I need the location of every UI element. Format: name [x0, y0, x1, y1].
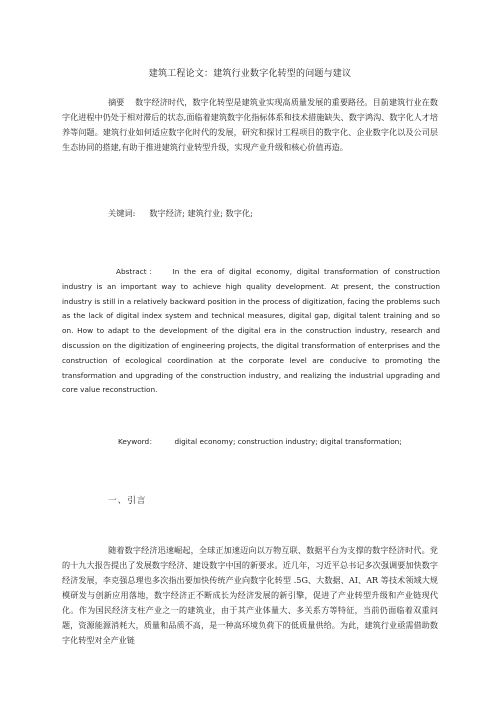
keywords-en-label: Keyword： — [118, 437, 157, 446]
abstract-zh-text: 数字经济时代，数字化转型是建筑业实现高质量发展的重要路径。目前建筑行业在数字化进程中仍处于相对滞后的状态,面临着建筑数字化指标体系和技术措施缺失、数字鸿沟、数字化人才培养等问题。建筑行业如何适应数字化时代的发展，研究和探讨工程项目的数字化、企业数字化以及公司层生态协同的搭建,有助于推进建筑行业转型升级，实现产业升级和核心价值再造。 — [62, 97, 438, 152]
abstract-zh-label: 摘要 — [108, 97, 125, 107]
intro-paragraph-text: 随着数字经济迅速崛起，全球正加速迈向以万物互联、数据平台为支撑的数字经济时代。党的十九大报告提出了发展数字经济、建设数字中国的新要求。近几年，习近平总书记多次强调要加快数字经济发展，李克强总理也多次指出要加快传统产业向数字化转型 .5G、大数据、AI、AR 等技术领域大规模研发与创新应用落地，数字经济正不断成长为经济发展的新引擎，促进了产业转型升级和产业链现代化。作为国民经济支柱产业之一的建筑业，由于其产业体量大、多关系方等特征，当前仍面临着双重问题，资源能源消耗大，质量和品质不高，是一种高环境负荷下的低质量供给。为此，建筑行业亟需借助数字化转型对全产业链 — [62, 545, 438, 645]
intro-paragraph — [62, 543, 438, 648]
keywords-zh — [108, 208, 253, 219]
abstract-zh — [62, 95, 438, 155]
keywords-en — [118, 437, 402, 447]
keywords-zh-label: 关键词: — [108, 208, 136, 218]
section-heading-intro: 一、引言 — [108, 496, 147, 506]
keywords-en-text: digital economy; construction industry; digital transformation; — [174, 437, 402, 446]
keywords-zh-text: 数字经济; 建筑行业; 数字化; — [149, 208, 253, 218]
abstract-en — [62, 265, 440, 398]
abstract-en-label: Abstract： — [116, 267, 159, 276]
document-title: 建筑工程论文：建筑行业数字化转型的问题与建议 — [148, 69, 352, 79]
abstract-en-text: In the era of digital economy, digital transformation of construction industry is an important way to achieve high quality development. At present, the construction industry is still in a relatively backward position in the process of digitization, facing the problems such as the lack of digital index system and technical measures, digital gap, digital talent training and so on. How to adapt to the development of the digital era in the construction industry, research and discussion on the digitization of engineering projects, the digital transformation of enterprises and the construction of ecological coordination at the corporate level are conducive to promoting the transformation and upgrading of the construction industry, and realizing the industrial upgrading and core value reconstruction. — [62, 267, 440, 395]
